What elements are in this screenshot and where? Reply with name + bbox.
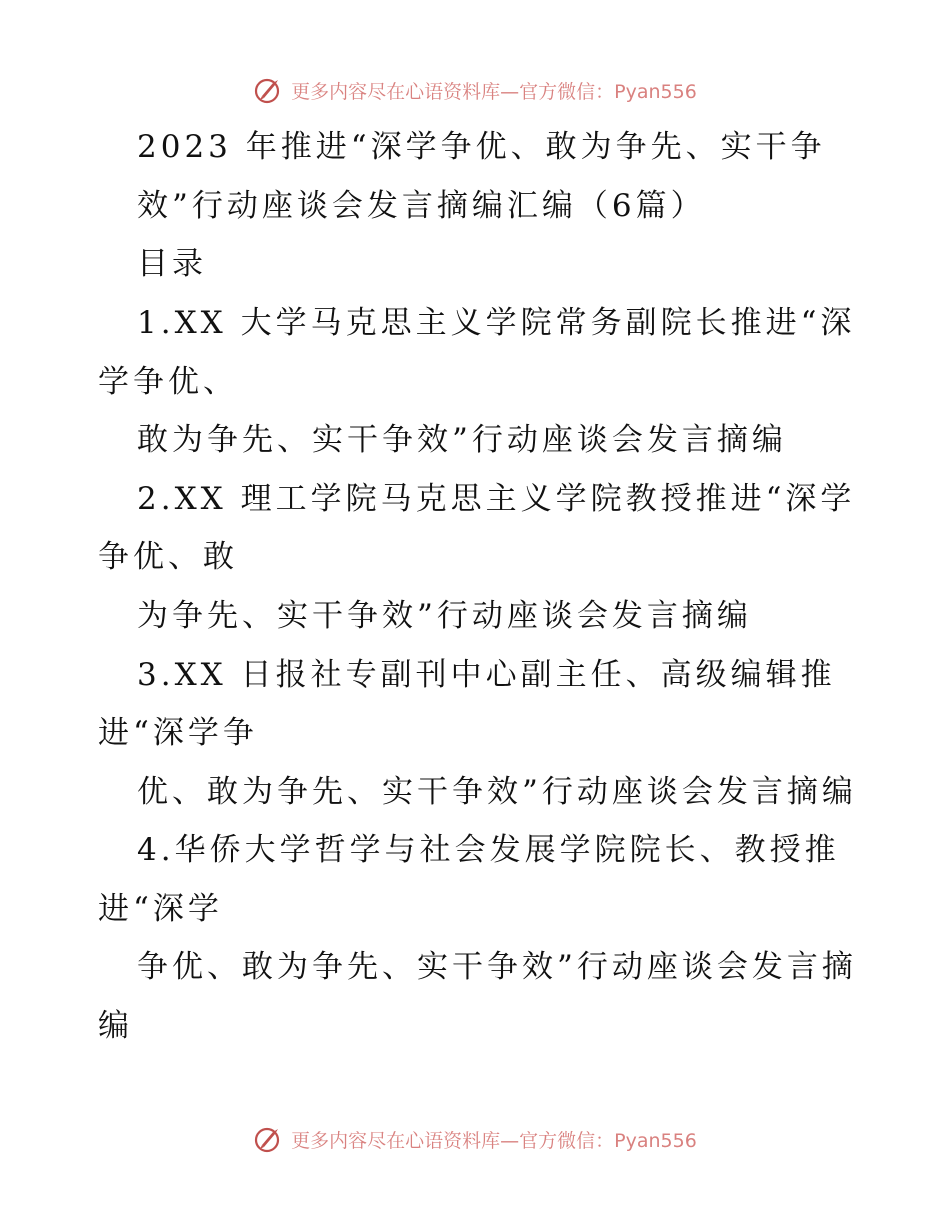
- toc-line: 4.华侨大学哲学与社会发展学院院长、教授推: [137, 832, 840, 868]
- toc-line: 1.XX 大学马克思主义学院常务副院长推进“深: [137, 305, 856, 341]
- document-title-line-1: 2023 年推进“深学争优、敢为争先、实干争: [137, 129, 826, 165]
- document-title-line-2: 效”行动座谈会发言摘编汇编（6篇）: [137, 188, 706, 224]
- watermark-banner-bottom: [0, 1122, 950, 1156]
- toc-line: 争优、敢为争先、实干争效”行动座谈会发言摘: [137, 949, 857, 985]
- toc-line: 争优、敢: [98, 539, 238, 575]
- toc-line: 优、敢为争先、实干争效”行动座谈会发言摘编: [137, 774, 857, 810]
- pen-nib-circle-icon: [253, 1123, 285, 1155]
- toc-line: 学争优、: [98, 364, 238, 400]
- toc-line: 敢为争先、实干争效”行动座谈会发言摘编: [137, 422, 787, 458]
- toc-line: 进“深学争: [98, 715, 258, 751]
- watermark-text: 更多内容尽在心语资料库—官方微信：Pyan556: [291, 80, 697, 103]
- toc-line: 进“深学: [98, 891, 223, 927]
- toc-line: 3.XX 日报社专副刊中心副主任、高级编辑推: [137, 657, 836, 693]
- toc-line: 编: [98, 1008, 133, 1044]
- watermark-text: 更多内容尽在心语资料库—官方微信：Pyan556: [291, 1129, 697, 1152]
- toc-line: 为争先、实干争效”行动座谈会发言摘编: [137, 598, 752, 634]
- toc-heading: 目录: [137, 246, 207, 282]
- toc-line: 2.XX 理工学院马克思主义学院教授推进“深学: [137, 481, 856, 517]
